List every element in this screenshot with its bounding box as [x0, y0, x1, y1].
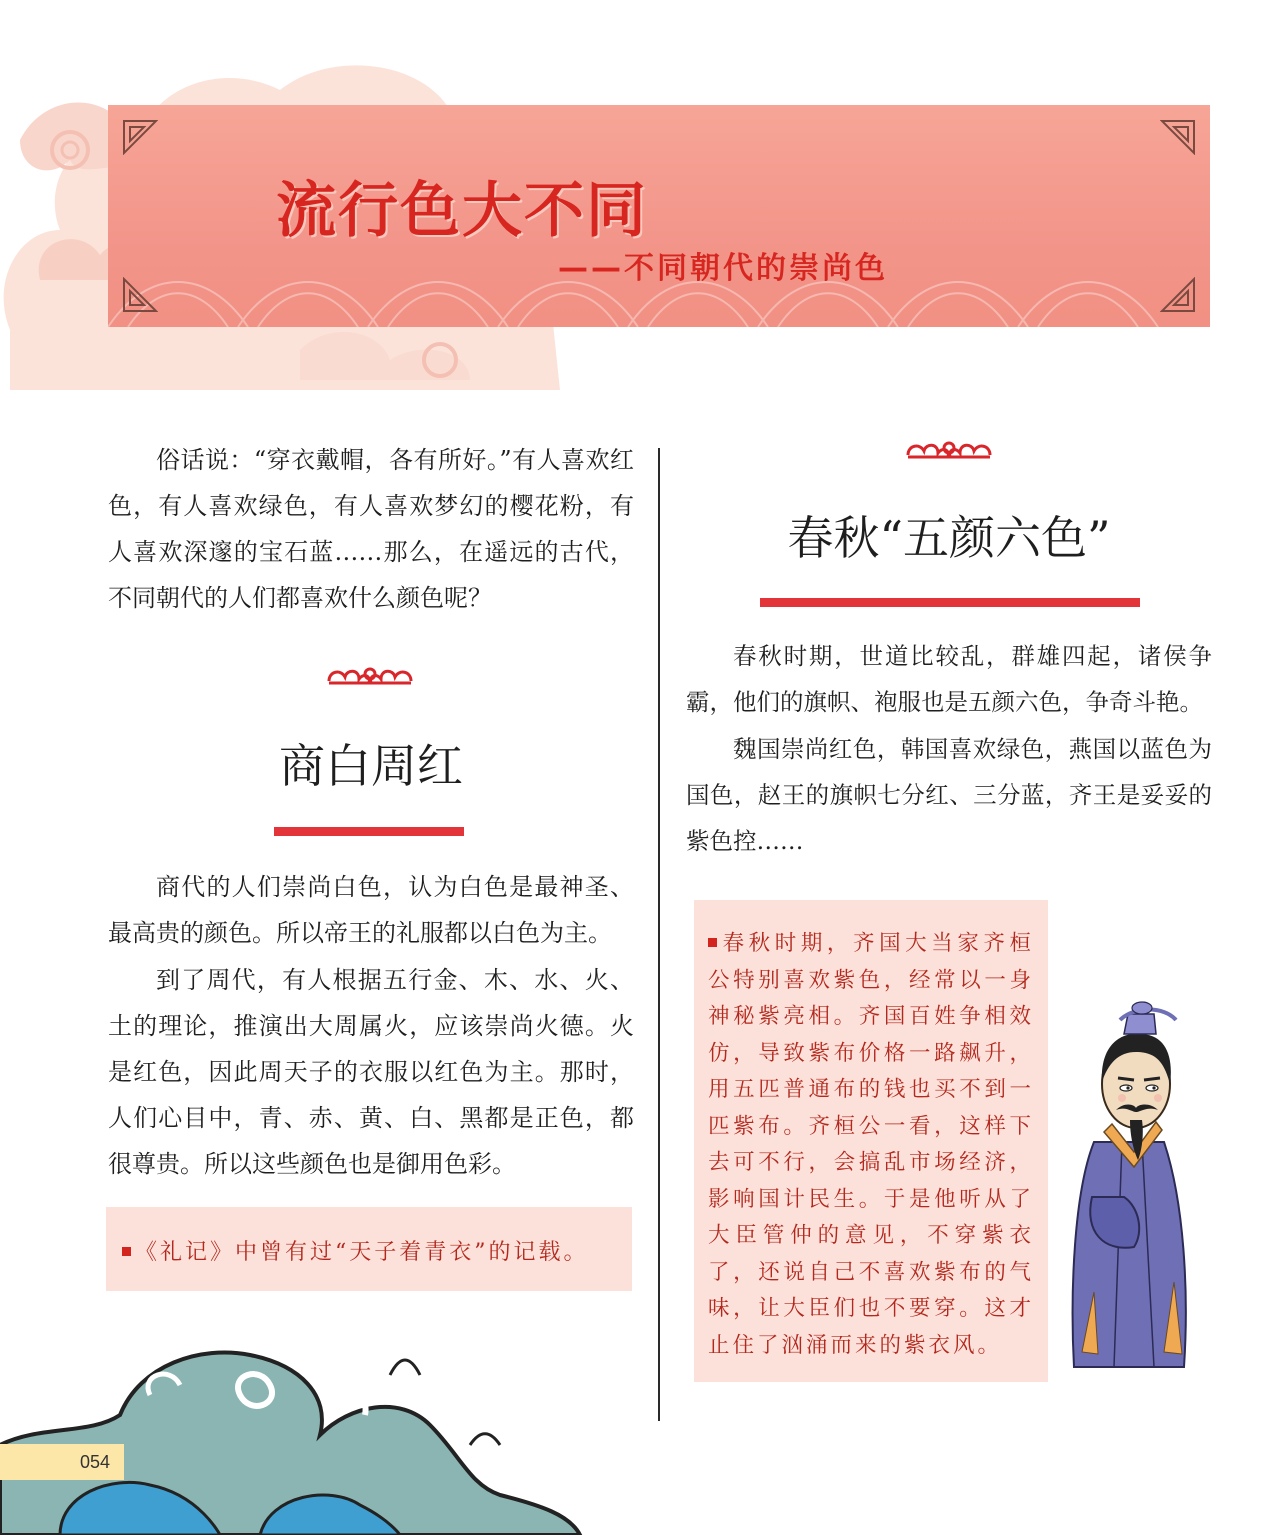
duke-huan-illustration [1064, 992, 1194, 1372]
heading-underline [274, 827, 464, 836]
corner-ornament-icon [122, 119, 158, 155]
corner-ornament-icon [1160, 119, 1196, 155]
note-box-liji [106, 1207, 632, 1291]
intro-paragraph: 俗话说：“穿衣戴帽，各有所好。”有人喜欢红色，有人喜欢绿色，有人喜欢梦幻的樱花粉，有人喜欢深邃的宝石蓝……那么，在遥远的古代，不同朝代的人们都喜欢什么颜色呢？ [108, 446, 634, 612]
heading-underline [760, 598, 1140, 607]
note-text-qi: 春秋时期，齐国大当家齐桓公特别喜欢紫色，经常以一身神秘紫亮相。齐国百姓争相效仿，导致紫布价格一路飙升，用五匹普通布的钱也买不到一匹紫布。齐桓公一看，这样下去可不行，会搞乱市场经济，影响国计民生。于是他听从了大臣管仲的意见，不穿紫衣了，还说自己不喜欢紫布的气味，让大臣们也不要穿。这才止住了汹涌而来的紫衣风。 [708, 931, 1034, 1358]
section-heading-chunqiu: 春秋“五颜六色” [787, 511, 1111, 565]
wave-illustration [0, 1335, 600, 1535]
section-heading-shang: 商白周红 [279, 739, 463, 793]
cloud-ornament-icon [904, 437, 994, 465]
paragraph-chunqiu-2: 魏国崇尚红色，韩国喜欢绿色，燕国以蓝色为国色，赵王的旗帜七分红、三分蓝，齐王是妥妥的紫色控…… [686, 735, 1212, 855]
note-text-liji: 《礼记》中曾有过“天子着青衣”的记载。 [135, 1240, 589, 1265]
bullet-square-icon [122, 1247, 131, 1256]
column-divider [658, 448, 660, 1421]
bullet-square-icon [708, 938, 717, 947]
note-box-qi [694, 900, 1048, 1382]
page-number: 054 [0, 1444, 124, 1480]
corner-ornament-icon [1160, 277, 1196, 313]
paragraph-zhou: 到了周代，有人根据五行金、木、水、火、土的理论，推演出大周属火，应该崇尚火德。火是红色，因此周天子的衣服以红色为主。那时，人们心目中，青、赤、黄、白、黑都是正色，都很尊贵。所以这些颜色也是御用色彩。 [108, 966, 634, 1178]
title-banner [108, 105, 1210, 327]
paragraph-shang: 商代的人们崇尚白色，认为白色是最神圣、最高贵的颜色。所以帝王的礼服都以白色为主。 [108, 873, 634, 947]
page-title: 流行色大不同 [276, 176, 648, 246]
page-subtitle: ——不同朝代的崇尚色 [558, 251, 888, 286]
paragraph-chunqiu-1: 春秋时期，世道比较乱，群雄四起，诸侯争霸，他们的旗帜、袍服也是五颜六色，争奇斗艳。 [686, 642, 1212, 716]
corner-ornament-icon [122, 277, 158, 313]
cloud-ornament-icon [325, 663, 415, 691]
